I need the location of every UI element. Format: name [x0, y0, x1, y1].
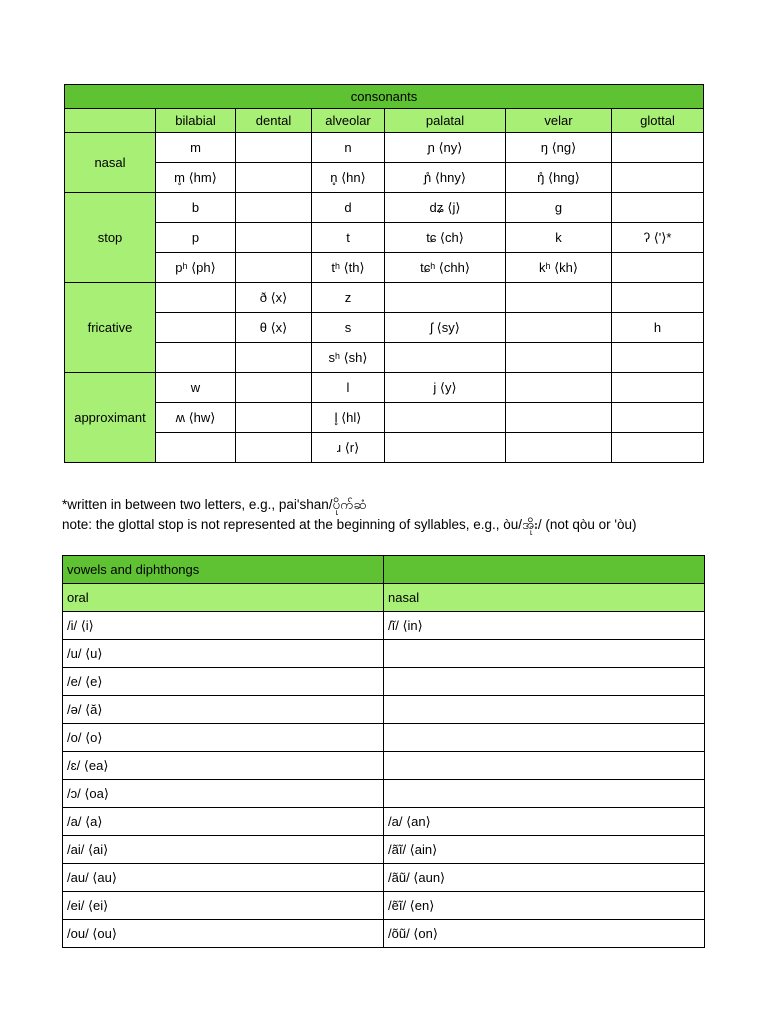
consonant-cell: [385, 343, 506, 373]
consonant-cell: [236, 403, 312, 433]
manner-label: nasal: [65, 133, 156, 193]
vowel-column-header: nasal: [384, 584, 705, 612]
vowel-cell: /ei/ ⟨ei⟩: [63, 892, 384, 920]
consonant-cell: ɲ̊ ⟨hny⟩: [385, 163, 506, 193]
consonant-cell: [612, 163, 704, 193]
vowel-row: [63, 892, 705, 920]
vowel-cell: /ĩ/ ⟨in⟩: [384, 612, 705, 640]
vowel-cell: [384, 724, 705, 752]
consonant-cell: t: [312, 223, 385, 253]
consonant-cell: [506, 373, 612, 403]
vowels-table: [62, 555, 705, 948]
consonant-cell: w: [156, 373, 236, 403]
consonant-cell: n: [312, 133, 385, 163]
consonant-cell: ŋ ⟨ng⟩: [506, 133, 612, 163]
consonant-row: [65, 403, 704, 433]
vowel-cell: /ai/ ⟨ai⟩: [63, 836, 384, 864]
consonant-cell: pʰ ⟨ph⟩: [156, 253, 236, 283]
notes: [62, 495, 637, 535]
consonant-cell: θ ⟨x⟩: [236, 313, 312, 343]
consonant-cell: tɕʰ ⟨chh⟩: [385, 253, 506, 283]
vowel-cell: [384, 696, 705, 724]
vowel-row: [63, 640, 705, 668]
vowel-row: [63, 724, 705, 752]
column-header: palatal: [385, 109, 506, 133]
consonant-cell: [156, 283, 236, 313]
consonant-row: [65, 343, 704, 373]
column-header: velar: [506, 109, 612, 133]
vowel-cell: [384, 752, 705, 780]
vowels-title-blank: [384, 556, 705, 584]
consonant-cell: [156, 313, 236, 343]
consonant-cell: [612, 253, 704, 283]
note-footnote: *written in between two letters, e.g., pai'shan/ပိုက်ဆံ: [62, 497, 367, 512]
consonant-cell: s: [312, 313, 385, 343]
consonant-cell: [236, 343, 312, 373]
column-header: bilabial: [156, 109, 236, 133]
consonant-cell: [156, 343, 236, 373]
consonant-cell: [506, 283, 612, 313]
column-header: dental: [236, 109, 312, 133]
consonant-cell: l: [312, 373, 385, 403]
consonant-cell: n̥ ⟨hn⟩: [312, 163, 385, 193]
vowel-cell: /õũ/ ⟨on⟩: [384, 920, 705, 948]
vowel-row: [63, 808, 705, 836]
vowel-cell: [384, 780, 705, 808]
consonant-cell: ɹ ⟨r⟩: [312, 433, 385, 463]
consonant-cell: [612, 343, 704, 373]
vowel-row: [63, 836, 705, 864]
consonant-cell: [506, 433, 612, 463]
consonant-cell: [236, 253, 312, 283]
consonant-cell: tɕ ⟨ch⟩: [385, 223, 506, 253]
consonant-cell: [236, 163, 312, 193]
consonant-cell: [612, 193, 704, 223]
consonant-cell: [612, 403, 704, 433]
consonant-cell: ð ⟨x⟩: [236, 283, 312, 313]
vowel-cell: /a/ ⟨a⟩: [63, 808, 384, 836]
vowel-row: [63, 864, 705, 892]
consonant-cell: [506, 313, 612, 343]
consonant-cell: d: [312, 193, 385, 223]
vowel-cell: /o/ ⟨o⟩: [63, 724, 384, 752]
consonant-cell: [612, 433, 704, 463]
consonant-cell: ɲ ⟨ny⟩: [385, 133, 506, 163]
vowel-row: [63, 920, 705, 948]
note-glottal: note: the glottal stop is not represented at the beginning of syllables, e.g., òu/အိုး/ (not qòu or 'òu): [62, 517, 637, 532]
vowel-cell: /ãũ/ ⟨aun⟩: [384, 864, 705, 892]
consonant-cell: b: [156, 193, 236, 223]
manner-label: fricative: [65, 283, 156, 373]
vowel-row: [63, 696, 705, 724]
vowel-cell: /au/ ⟨au⟩: [63, 864, 384, 892]
consonant-cell: [236, 373, 312, 403]
vowels-title: vowels and diphthongs: [63, 556, 384, 584]
consonant-cell: h: [612, 313, 704, 343]
vowel-row: [63, 780, 705, 808]
consonant-row: [65, 193, 704, 223]
vowel-cell: /ou/ ⟨ou⟩: [63, 920, 384, 948]
vowel-cell: /a/ ⟨an⟩: [384, 808, 705, 836]
vowel-cell: /ẽĩ/ ⟨en⟩: [384, 892, 705, 920]
manner-label: approximant: [65, 373, 156, 463]
consonant-cell: [385, 433, 506, 463]
consonant-cell: k: [506, 223, 612, 253]
vowel-cell: /ãĩ/ ⟨ain⟩: [384, 836, 705, 864]
consonant-row: [65, 313, 704, 343]
corner-cell: [65, 109, 156, 133]
vowel-cell: /ɔ/ ⟨oa⟩: [63, 780, 384, 808]
consonant-row: [65, 163, 704, 193]
consonant-cell: [612, 283, 704, 313]
consonant-row: [65, 373, 704, 403]
consonant-cell: kʰ ⟨kh⟩: [506, 253, 612, 283]
consonant-row: [65, 223, 704, 253]
vowel-cell: [384, 668, 705, 696]
consonants-table: [64, 84, 704, 463]
consonant-cell: [236, 133, 312, 163]
vowel-column-header: oral: [63, 584, 384, 612]
consonant-row: [65, 133, 704, 163]
manner-label: stop: [65, 193, 156, 283]
column-header: glottal: [612, 109, 704, 133]
consonant-cell: sʰ ⟨sh⟩: [312, 343, 385, 373]
consonant-cell: ŋ̊ ⟨hng⟩: [506, 163, 612, 193]
consonant-row: [65, 433, 704, 463]
vowel-cell: [384, 640, 705, 668]
consonant-cell: l̥ ⟨hl⟩: [312, 403, 385, 433]
consonant-cell: ʃ ⟨sy⟩: [385, 313, 506, 343]
column-header: alveolar: [312, 109, 385, 133]
vowel-cell: /ə/ ⟨ă⟩: [63, 696, 384, 724]
consonant-cell: ʔ ⟨'⟩*: [612, 223, 704, 253]
consonant-cell: tʰ ⟨th⟩: [312, 253, 385, 283]
consonant-cell: [236, 223, 312, 253]
consonant-row: [65, 253, 704, 283]
consonant-cell: [236, 193, 312, 223]
consonant-cell: j ⟨y⟩: [385, 373, 506, 403]
vowel-row: [63, 752, 705, 780]
vowel-cell: /ɛ/ ⟨ea⟩: [63, 752, 384, 780]
consonant-cell: [612, 133, 704, 163]
vowel-cell: /u/ ⟨u⟩: [63, 640, 384, 668]
consonant-cell: dʑ ⟨j⟩: [385, 193, 506, 223]
consonant-cell: [385, 283, 506, 313]
consonant-cell: z: [312, 283, 385, 313]
consonant-cell: m̥ ⟨hm⟩: [156, 163, 236, 193]
consonant-cell: [156, 433, 236, 463]
consonant-cell: ʍ ⟨hw⟩: [156, 403, 236, 433]
consonant-cell: [506, 343, 612, 373]
vowel-row: [63, 668, 705, 696]
vowel-cell: /e/ ⟨e⟩: [63, 668, 384, 696]
consonant-cell: [236, 433, 312, 463]
consonant-cell: [612, 373, 704, 403]
consonant-row: [65, 283, 704, 313]
consonant-cell: p: [156, 223, 236, 253]
vowel-cell: /i/ ⟨i⟩: [63, 612, 384, 640]
consonant-cell: g: [506, 193, 612, 223]
vowel-row: [63, 612, 705, 640]
consonant-cell: [385, 403, 506, 433]
consonant-cell: m: [156, 133, 236, 163]
consonants-title: consonants: [65, 85, 704, 109]
consonant-cell: [506, 403, 612, 433]
